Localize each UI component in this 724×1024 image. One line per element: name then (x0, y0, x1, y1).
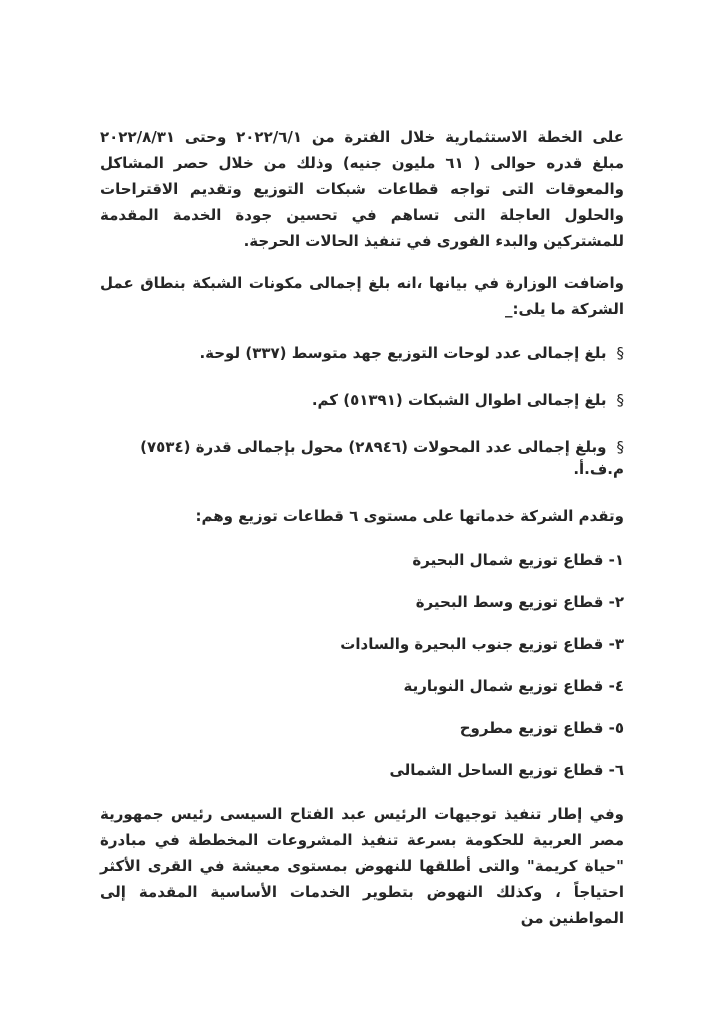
paragraph-hayah-karima: وفي إطار تنفيذ توجيهات الرئيس عبد الفتاح السيسى رئيس جمهورية مصر العربية للحكومة بسرعة تنفيذ المشروعات المخططة في مبادرة "حياة كريمة" والتى أطلقها للنهوض بمستوى معيشة في القرى الأكثر احتياجاً ، وكذلك النهوض بتطوير الخدمات الأساسية المقدمة إلى المواطنين من (100, 805, 624, 927)
sector-item: ٦- قطاع توزيع الساحل الشمالى (389, 761, 624, 779)
sector-item: ٥- قطاع توزيع مطروح (459, 719, 624, 737)
bullet-item (100, 342, 624, 364)
sector-item: ١- قطاع توزيع شمال البحيرة (412, 551, 624, 569)
sector-item: ٣- قطاع توزيع جنوب البحيرة والسادات (340, 635, 624, 653)
bullet-text: وبلغ إجمالى عدد المحولات (٢٨٩٤٦) محول بإجمالى قدرة (٧٥٣٤) م.ف.أ. (140, 438, 624, 478)
bullet-item (100, 436, 624, 480)
bullet-mark-icon: § (616, 438, 624, 456)
bullet-item (100, 389, 624, 411)
bullet-text: بلغ إجمالى اطوال الشبكات (٥١٣٩١) كم. (311, 391, 607, 409)
sectors-intro: وتقدم الشركة خدماتها على مستوى ٦ قطاعات توزيع وهم: (195, 507, 624, 525)
paragraph-investment-plan: على الخطة الاستثمارية خلال الفترة من ٢٠٢٢/٦/١ وحتى ٢٠٢٢/٨/٣١ مبلغ قدره حوالى ( ٦١ مليون جنيه) وذلك من خلال حصر المشاكل والمعوقات التى تواجه قطاعات شبكات التوزيع وتقديم الاقتراحات والحلول العاجلة التى تساهم في تحسين جودة الخدمة المقدمة للمشتركين والبدء الفورى في تنفيذ الحالات الحرجة. (100, 128, 625, 250)
bullet-text: بلغ إجمالى عدد لوحات التوزيع جهد متوسط (٣٣٧) لوحة. (199, 344, 607, 362)
bullet-mark-icon: § (616, 344, 624, 362)
sector-item: ٢- قطاع توزيع وسط البحيرة (415, 593, 624, 611)
document-body (100, 124, 624, 947)
bullet-mark-icon: § (616, 391, 624, 409)
sector-item: ٤- قطاع توزيع شمال النوبارية (403, 677, 624, 695)
paragraph-network-components: واضافت الوزارة في بيانها ،انه بلغ إجمالى مكونات الشبكة بنطاق عمل الشركة ما يلى:_ (100, 274, 624, 318)
